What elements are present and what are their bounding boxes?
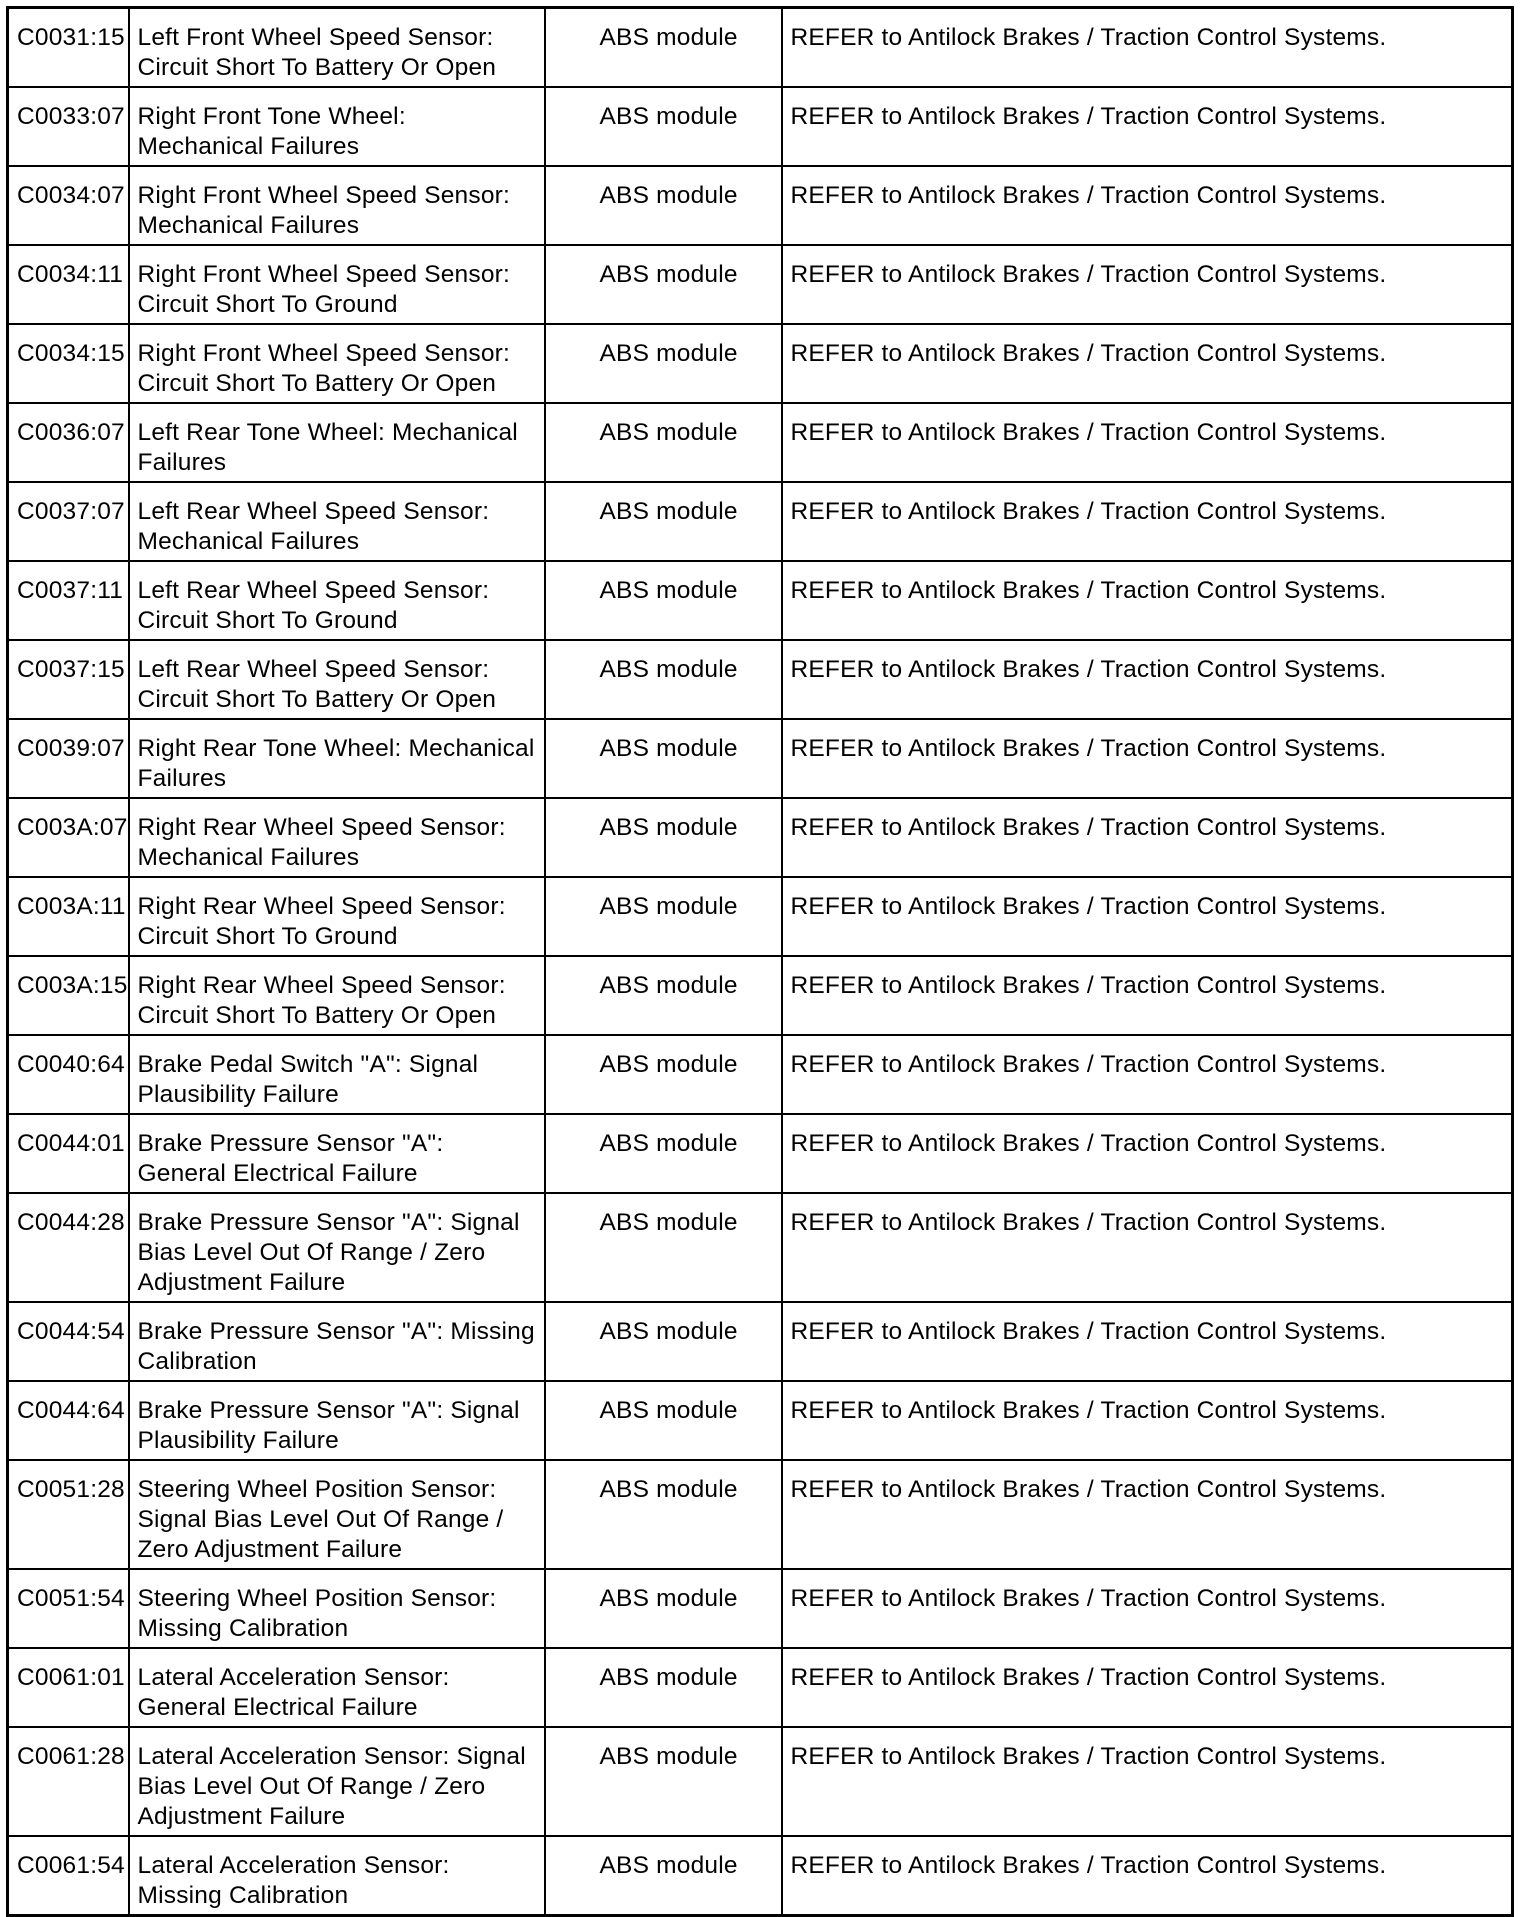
dtc-action: REFER to Antilock Brakes / Traction Control Systems. [782,87,1513,166]
dtc-module: ABS module [545,403,782,482]
table-row [8,1035,1513,1114]
dtc-action: REFER to Antilock Brakes / Traction Control Systems. [782,719,1513,798]
dtc-module: ABS module [545,1569,782,1648]
dtc-action: REFER to Antilock Brakes / Traction Control Systems. [782,245,1513,324]
table-row [8,8,1513,88]
dtc-module: ABS module [545,1381,782,1460]
dtc-description: Right Rear Tone Wheel: Mechanical Failures [129,719,545,798]
dtc-description: Right Rear Wheel Speed Sensor: Circuit Short To Ground [129,877,545,956]
dtc-code: C0036:07 [8,403,129,482]
dtc-code: C0051:54 [8,1569,129,1648]
dtc-action: REFER to Antilock Brakes / Traction Control Systems. [782,482,1513,561]
table-row [8,719,1513,798]
dtc-module: ABS module [545,1727,782,1836]
dtc-description: Brake Pressure Sensor "A": Signal Plausibility Failure [129,1381,545,1460]
table-row [8,1381,1513,1460]
dtc-module: ABS module [545,482,782,561]
dtc-description: Brake Pressure Sensor "A": Missing Calibration [129,1302,545,1381]
dtc-description: Right Rear Wheel Speed Sensor: Circuit Short To Battery Or Open [129,956,545,1035]
dtc-table [6,6,1514,1917]
dtc-code: C003A:07 [8,798,129,877]
table-row [8,245,1513,324]
table-row [8,561,1513,640]
dtc-description: Right Front Wheel Speed Sensor: Circuit Short To Battery Or Open [129,324,545,403]
dtc-action: REFER to Antilock Brakes / Traction Control Systems. [782,1035,1513,1114]
dtc-action: REFER to Antilock Brakes / Traction Control Systems. [782,1460,1513,1569]
table-row [8,166,1513,245]
table-row [8,1460,1513,1569]
table-row [8,87,1513,166]
dtc-description: Lateral Acceleration Sensor: General Electrical Failure [129,1648,545,1727]
dtc-code: C0040:64 [8,1035,129,1114]
dtc-action: REFER to Antilock Brakes / Traction Control Systems. [782,403,1513,482]
dtc-description: Lateral Acceleration Sensor: Signal Bias Level Out Of Range / Zero Adjustment Failure [129,1727,545,1836]
dtc-description: Brake Pressure Sensor "A": Signal Bias Level Out Of Range / Zero Adjustment Failure [129,1193,545,1302]
table-row [8,324,1513,403]
dtc-module: ABS module [545,87,782,166]
dtc-action: REFER to Antilock Brakes / Traction Control Systems. [782,324,1513,403]
dtc-description: Left Rear Wheel Speed Sensor: Circuit Short To Battery Or Open [129,640,545,719]
dtc-description: Right Front Tone Wheel: Mechanical Failures [129,87,545,166]
dtc-action: REFER to Antilock Brakes / Traction Control Systems. [782,1836,1513,1916]
dtc-action: REFER to Antilock Brakes / Traction Control Systems. [782,1302,1513,1381]
dtc-description: Right Front Wheel Speed Sensor: Mechanical Failures [129,166,545,245]
dtc-description: Left Rear Wheel Speed Sensor: Mechanical Failures [129,482,545,561]
table-row [8,1193,1513,1302]
dtc-description: Brake Pedal Switch "A": Signal Plausibility Failure [129,1035,545,1114]
dtc-action: REFER to Antilock Brakes / Traction Control Systems. [782,1114,1513,1193]
dtc-code: C0031:15 [8,8,129,88]
dtc-module: ABS module [545,956,782,1035]
table-row [8,640,1513,719]
dtc-description: Steering Wheel Position Sensor: Missing Calibration [129,1569,545,1648]
dtc-action: REFER to Antilock Brakes / Traction Control Systems. [782,1193,1513,1302]
dtc-code: C0034:15 [8,324,129,403]
dtc-action: REFER to Antilock Brakes / Traction Control Systems. [782,1648,1513,1727]
dtc-module: ABS module [545,561,782,640]
dtc-action: REFER to Antilock Brakes / Traction Control Systems. [782,798,1513,877]
dtc-module: ABS module [545,1648,782,1727]
dtc-code: C003A:11 [8,877,129,956]
dtc-description: Right Front Wheel Speed Sensor: Circuit Short To Ground [129,245,545,324]
dtc-module: ABS module [545,640,782,719]
table-row [8,1648,1513,1727]
dtc-action: REFER to Antilock Brakes / Traction Control Systems. [782,1569,1513,1648]
table-row [8,482,1513,561]
dtc-action: REFER to Antilock Brakes / Traction Control Systems. [782,1381,1513,1460]
dtc-module: ABS module [545,877,782,956]
dtc-module: ABS module [545,1302,782,1381]
dtc-code: C0034:11 [8,245,129,324]
dtc-action: REFER to Antilock Brakes / Traction Control Systems. [782,640,1513,719]
dtc-module: ABS module [545,245,782,324]
table-row [8,1727,1513,1836]
dtc-code: C0044:01 [8,1114,129,1193]
dtc-module: ABS module [545,324,782,403]
table-row [8,403,1513,482]
dtc-module: ABS module [545,719,782,798]
dtc-action: REFER to Antilock Brakes / Traction Control Systems. [782,1727,1513,1836]
table-row [8,1836,1513,1916]
dtc-code: C0061:28 [8,1727,129,1836]
dtc-code: C0061:01 [8,1648,129,1727]
dtc-code: C0037:07 [8,482,129,561]
dtc-description: Left Rear Wheel Speed Sensor: Circuit Short To Ground [129,561,545,640]
dtc-action: REFER to Antilock Brakes / Traction Control Systems. [782,166,1513,245]
dtc-module: ABS module [545,1114,782,1193]
dtc-code: C0044:54 [8,1302,129,1381]
dtc-description: Steering Wheel Position Sensor: Signal Bias Level Out Of Range / Zero Adjustment Failure [129,1460,545,1569]
dtc-code: C003A:15 [8,956,129,1035]
dtc-description: Right Rear Wheel Speed Sensor: Mechanical Failures [129,798,545,877]
table-row [8,1302,1513,1381]
table-row [8,877,1513,956]
dtc-action: REFER to Antilock Brakes / Traction Control Systems. [782,956,1513,1035]
dtc-module: ABS module [545,166,782,245]
dtc-code: C0044:28 [8,1193,129,1302]
dtc-module: ABS module [545,1193,782,1302]
dtc-module: ABS module [545,8,782,88]
dtc-module: ABS module [545,1836,782,1916]
dtc-code: C0037:11 [8,561,129,640]
table-row [8,956,1513,1035]
dtc-description: Brake Pressure Sensor "A": General Electrical Failure [129,1114,545,1193]
dtc-code: C0044:64 [8,1381,129,1460]
dtc-description: Left Front Wheel Speed Sensor: Circuit Short To Battery Or Open [129,8,545,88]
dtc-action: REFER to Antilock Brakes / Traction Control Systems. [782,8,1513,88]
dtc-table-body [8,8,1513,1916]
dtc-code: C0034:07 [8,166,129,245]
dtc-code: C0061:54 [8,1836,129,1916]
dtc-module: ABS module [545,798,782,877]
table-row [8,1569,1513,1648]
dtc-description: Left Rear Tone Wheel: Mechanical Failures [129,403,545,482]
table-row [8,1114,1513,1193]
dtc-code: C0033:07 [8,87,129,166]
dtc-module: ABS module [545,1035,782,1114]
table-row [8,798,1513,877]
dtc-module: ABS module [545,1460,782,1569]
dtc-code: C0037:15 [8,640,129,719]
dtc-action: REFER to Antilock Brakes / Traction Control Systems. [782,877,1513,956]
dtc-code: C0039:07 [8,719,129,798]
dtc-code: C0051:28 [8,1460,129,1569]
dtc-action: REFER to Antilock Brakes / Traction Control Systems. [782,561,1513,640]
dtc-description: Lateral Acceleration Sensor: Missing Calibration [129,1836,545,1916]
